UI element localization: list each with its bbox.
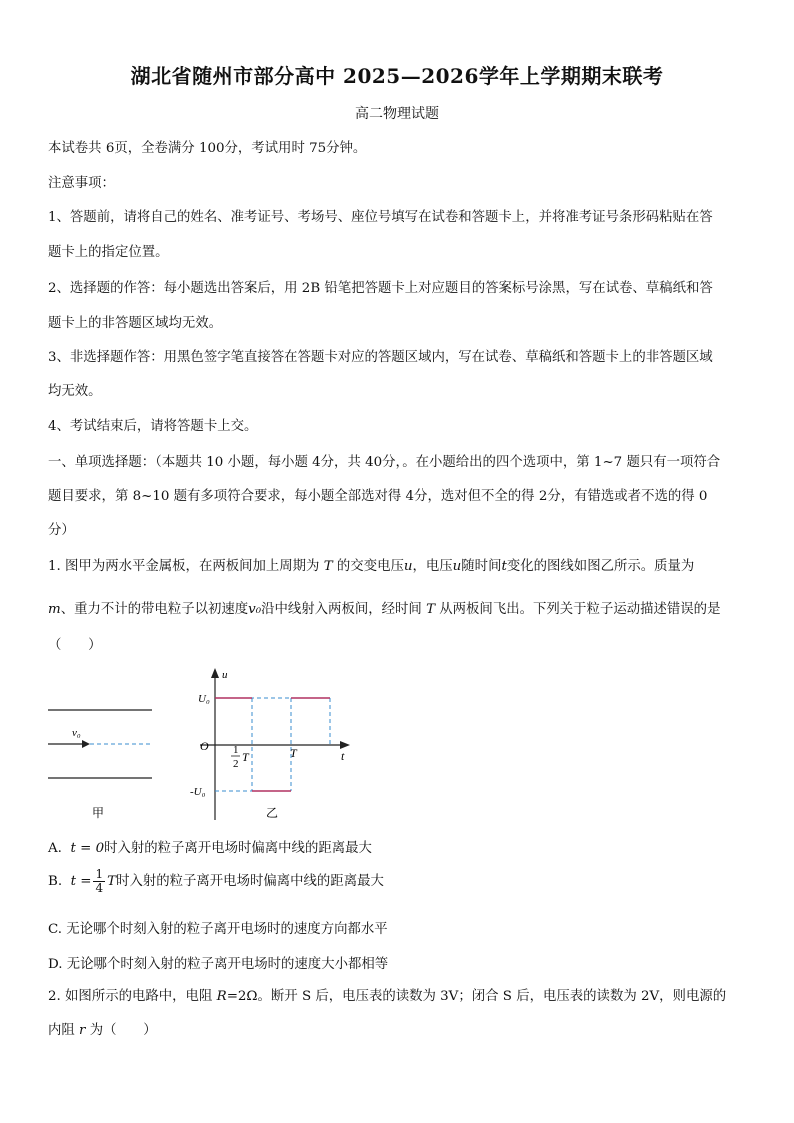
section1-line2: 题目要求，第 8~10 题有多项符合要求，每小题全部选对得 4分，选对但不全的得 2分，有错选或者不选的得 0 [48,489,708,504]
notice-1a: 1、答题前，请将自己的姓名、准考证号、考场号、座位号填写在试卷和答题卡上，并将准考证号条形码粘贴在答 [48,210,713,225]
q1-line3: （ ） [48,638,102,653]
u-axis-arrow-icon [211,668,219,678]
notice-2b: 题卡上的非答题区域均无效。 [48,316,223,331]
q1-var-T2: T [426,602,435,617]
notice-3a: 3、非选择题作答：用黑色签字笔直接答在答题卡对应的答题区域内，写在试卷、草稿纸和答题卡上的非答题区域 [48,350,713,365]
option-a-eq: t = 0 [70,841,105,856]
q1-text-c: ，电压 [412,559,453,574]
notice-4: 4、考试结束后，请将答题卡上交。 [48,419,258,434]
option-a-text: 时入射的粒子离开电场时偏离中线的距离最大 [104,841,372,856]
q2-text-a: 2. 如图所示的电路中，电阻 [48,989,217,1004]
half-T-label: T [242,750,249,764]
t-axis-label: t [341,749,345,763]
notice-1b: 题卡上的指定位置。 [48,245,169,260]
section1-line3: 分） [48,523,75,538]
q1-option-c: C. 无论哪个时刻入射的粒子离开电场时的速度方向都水平 [48,922,388,937]
option-b-letter: B. [48,874,63,889]
option-b-fraction [93,868,105,895]
label-yi: 乙 [266,806,279,820]
notice-2a: 2、选择题的作答：每小题选出答案后，用 2B 铅笔把答题卡上对应题目的答案标号涂黑，写在试卷、草稿纸和答 [48,281,713,296]
q1-var-u2: u [452,559,462,574]
q1-var-T: T [323,559,333,574]
section1-line1: 一、单项选择题：（本题共 10 小题，每小题 4分，共 40分，。在小题给出的四个选项中，第 1~7 题只有一项符合 [48,455,721,470]
u-axis-label: u [222,669,228,681]
origin-label: O [200,739,209,753]
q1-var-t: t [501,559,507,574]
U0-label: U₀ [198,693,210,705]
q1-var-m: m [48,602,61,617]
option-b-den: 4 [95,881,104,895]
q1-text-f: 、重力不计的带电粒子以初速度 [60,602,249,617]
q1-option-a [48,837,372,856]
exam-title: 湖北省随州市部分高中 2025—2026学年上学期期末联考 [130,64,664,88]
negU0-label: -U₀ [190,786,206,798]
q1-line1 [48,558,694,576]
q1-option-d: D. 无论哪个时刻入射的粒子离开电场时的速度大小都相等 [48,957,389,972]
half-den: 2 [233,758,239,770]
half-num: 1 [233,744,239,756]
q2-text-c: 内阻 [48,1023,80,1038]
q1-figure [40,660,370,830]
q1-var-v0: v₀ [248,602,262,617]
option-b-num: 1 [95,867,104,881]
option-a-letter: A. [48,841,62,856]
q2-var-r: r [79,1023,86,1038]
q2-text-d: 为（ ） [85,1023,157,1038]
q1-text-e: 变化的图线如图乙所示。质量为 [506,559,695,574]
label-jia: 甲 [92,806,105,820]
notice-3b: 均无效。 [48,384,102,399]
option-b-T: T [107,874,117,889]
q2-line1 [48,988,726,1006]
q2-var-R: R [216,989,227,1004]
q1-option-b [48,868,384,895]
q1-text-h: 从两板间飞出。下列关于粒子运动描述错误的是 [435,602,721,617]
q1-text-g: 沿中线射入两板间，经时间 [261,602,427,617]
q1-text-b: 的交变电压 [332,559,404,574]
t-axis-arrow-icon [340,741,350,749]
notice-heading: 注意事项： [48,176,115,191]
option-b-text: 时入射的粒子离开电场时偏离中线的距离最大 [116,874,384,889]
q2-line2 [48,1022,157,1040]
q1-text-d: 随时间 [461,559,502,574]
q1-var-u: u [403,559,413,574]
q1-text-a: 1. 图甲为两水平金属板，在两板间加上周期为 [48,559,324,574]
q2-text-b: =2Ω。断开 S 后，电压表的读数为 3V；闭合 S 后，电压表的读数为 2V，则电源的 [226,989,727,1004]
exam-subtitle: 高二物理试题 [355,106,439,122]
option-b-t: t = [70,874,92,889]
T-tick-label: T [290,746,297,760]
arrow-head-icon [82,740,90,748]
intro-line: 本试卷共 6页，全卷满分 100分，考试用时 75分钟。 [48,141,367,156]
q1-line2 [48,601,720,619]
v0-label: v₀ [72,727,81,739]
